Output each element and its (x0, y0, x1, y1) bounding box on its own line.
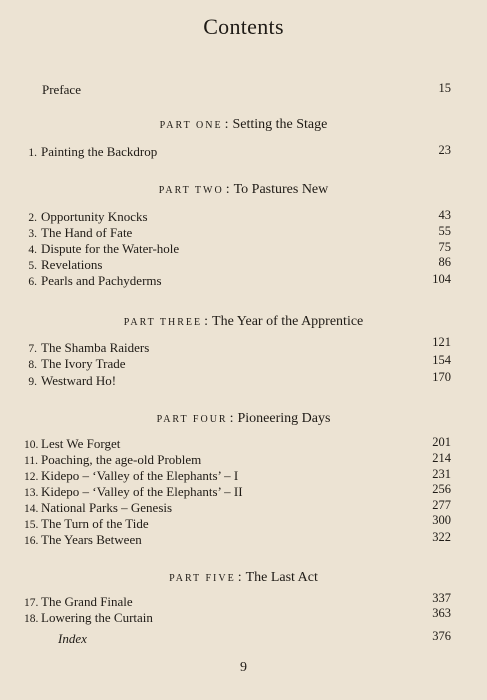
toc-page: 86 (438, 255, 451, 269)
toc-entry: 17. The Grand Finale (24, 594, 133, 609)
toc-entry: 3. The Hand of Fate (28, 225, 133, 240)
toc-entry: 15. The Turn of the Tide (24, 516, 149, 531)
part-heading-2: PART TWO : To Pastures New (158, 182, 329, 197)
toc-entry: 16. The Years Between (24, 532, 142, 547)
part-heading-1: PART ONE : Setting the Stage (159, 117, 328, 132)
toc-page: 75 (438, 240, 451, 254)
part-name: Setting the Stage (232, 117, 328, 132)
toc-entry: 8. The Ivory Trade (28, 356, 126, 371)
part-heading-5: PART FIVE : The Last Act (169, 570, 318, 585)
page-number: 9 (240, 660, 247, 675)
toc-entry: 2. Opportunity Knocks (28, 209, 148, 224)
part-name: Pioneering Days (237, 411, 331, 426)
toc-entry: 1. Painting the Backdrop (28, 144, 158, 159)
toc-page: 337 (432, 591, 451, 605)
toc-entry: 14. National Parks – Genesis (24, 500, 173, 515)
toc-page: 55 (438, 224, 451, 238)
part-label: PART ONE (159, 120, 223, 131)
toc-page: 154 (432, 353, 451, 367)
toc-page: 104 (432, 272, 451, 286)
toc-entry: 6. Pearls and Pachyderms (28, 273, 162, 288)
toc-entry: 13. Kidepo – ‘Valley of the Elephants’ – II (24, 484, 243, 499)
toc-entry: 9. Westward Ho! (28, 373, 117, 388)
toc-page-preface: 15 (438, 81, 451, 95)
page-title: Contents (203, 14, 284, 39)
toc-page: 256 (432, 482, 451, 496)
toc-page: 300 (432, 513, 451, 527)
toc-entry: 7. The Shamba Raiders (28, 340, 150, 355)
part-label: PART FIVE (169, 573, 236, 584)
toc-page: 170 (432, 370, 451, 384)
toc-entry-index: Index (58, 631, 87, 646)
toc-entry: 12. Kidepo – ‘Valley of the Elephants’ – I (24, 468, 239, 483)
part-name: The Year of the Apprentice (212, 314, 364, 329)
part-label: PART TWO (158, 185, 224, 196)
toc-entry: 4. Dispute for the Water-hole (28, 241, 180, 256)
part-label: PART THREE (123, 317, 203, 328)
toc-page: 322 (432, 530, 451, 544)
toc-entry: 18. Lowering the Curtain (24, 610, 153, 625)
part-label: PART FOUR (156, 414, 228, 425)
toc-page-index: 376 (432, 629, 451, 643)
toc-page: 277 (432, 498, 451, 512)
toc-page: 23 (438, 143, 451, 157)
toc-page: 363 (432, 606, 451, 620)
toc-entry: 10. Lest We Forget (24, 436, 121, 451)
toc-page: 121 (432, 335, 451, 349)
part-heading-3: PART THREE : The Year of the Apprentice (123, 314, 364, 329)
part-name: To Pastures New (233, 182, 329, 197)
toc-entry: 11. Poaching, the age-old Problem (24, 452, 202, 467)
toc-page: 231 (432, 467, 451, 481)
toc-entry-preface: Preface (42, 82, 81, 97)
part-name: The Last Act (245, 570, 318, 585)
toc-entry: 5. Revelations (28, 257, 103, 272)
toc-page: 201 (432, 435, 451, 449)
toc-page: 214 (432, 451, 451, 465)
part-heading-4: PART FOUR : Pioneering Days (156, 411, 331, 426)
toc-page: 43 (438, 208, 451, 222)
